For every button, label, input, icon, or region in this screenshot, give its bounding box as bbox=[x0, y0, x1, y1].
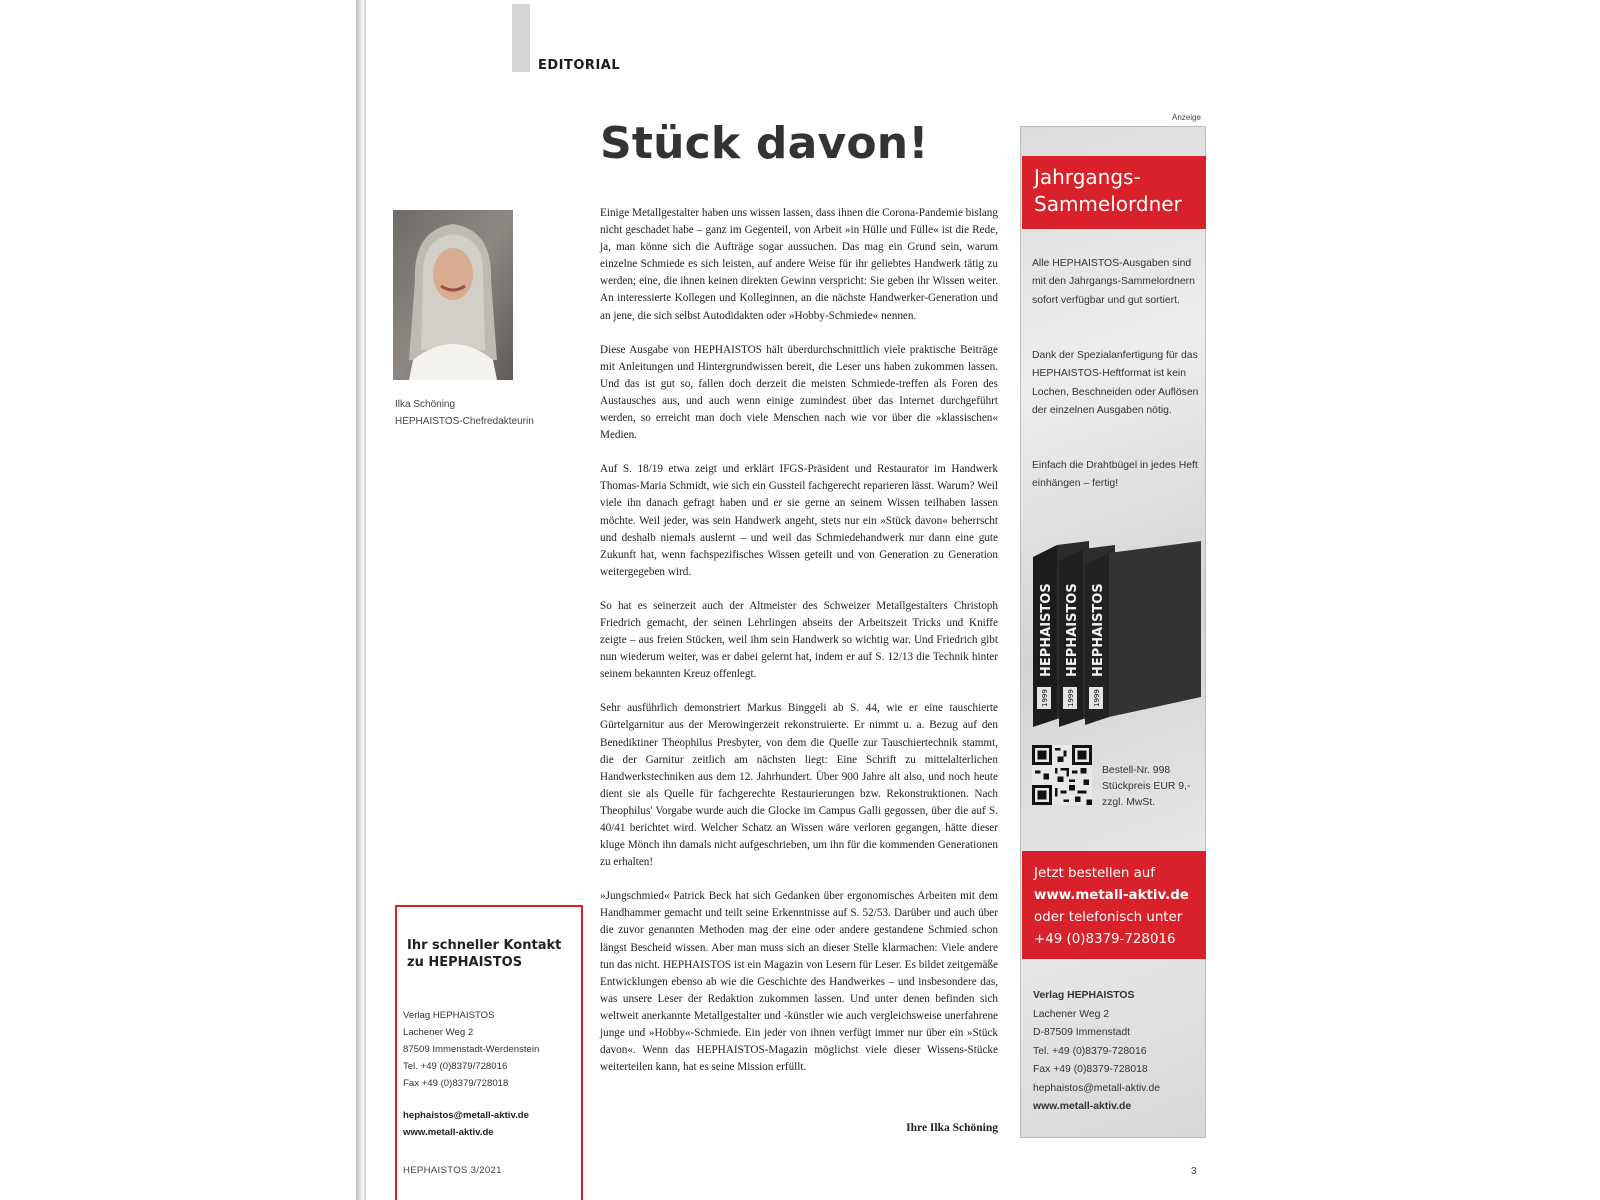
publisher-line: Lachener Weg 2 bbox=[1033, 1008, 1110, 1020]
binder-year: 1999 bbox=[1067, 689, 1075, 707]
ad-publisher bbox=[1033, 987, 1160, 1117]
ad-title: Jahrgangs-Sammelordner bbox=[1034, 165, 1182, 216]
author-portrait bbox=[393, 210, 513, 380]
cta-line: oder telefonisch unter bbox=[1034, 910, 1183, 925]
article-paragraph: Diese Ausgabe von HEPHAISTOS hält überdurchschnittlich viele praktische Beiträge mit Anleitungen und Hintergrundwissen bereit, die Leser uns haben zukommen lassen. Und das ist gut so, fallen doch derzeit die meisten Schmiede-treffen als Foren des Austausches aus, und auch wenn einige zumindest über das Internet durchgeführt werden, so erreicht man doch viele Menschen nach wie vor über die »klassischen« Medien. bbox=[600, 343, 998, 442]
binder-spine-text: HEPHAISTOS bbox=[1065, 583, 1080, 677]
contact-fax: Fax +49 (0)8379/728018 bbox=[403, 1078, 509, 1089]
article-paragraph: Auf S. 18/19 etwa zeigt und erklärt IFGS-Präsident und Restaurator im Handwerk Thomas-Maria Schmidt, wie sich ein Gussteil fachgerecht reparieren lässt. Warum? Weil viele ihn danach gefragt haben und er sie gerne an seinem Wissen teilhaben lassen möchte. Weil jeder, was sein Handwerk angeht, stets nur ein »Stück davon« beherrscht und deshalb niemals auslernt – und weil das Schmiedehandwerk nur dann eine gute Zukunft hat, wenn fachspezifisches Wissen geteilt und von Generation zu Generation weitergegeben wird. bbox=[600, 463, 998, 578]
qr-code[interactable] bbox=[1032, 745, 1092, 805]
order-info bbox=[1102, 763, 1190, 811]
publisher-web-link[interactable]: www.metall-aktiv.de bbox=[1033, 1101, 1132, 1112]
binder-year: 1999 bbox=[1093, 689, 1101, 707]
article-paragraph: Einige Metallgestalter haben uns wissen lassen, dass ihnen die Corona-Pandemie bislang nicht geschadet habe – ganz im Gegenteil, von Arbeit »in Hülle und Fülle« ist die Rede, ja, man könne sich die Aufträge sogar aussuchen. Das mag ein Grund sein, warum einzelne Schmiede es sich leisten, auf andere Weise für ihr geliebtes Handwerk tätig zu werden; eine, die ihnen keinen direkten Gewinn verspricht: Sie geben ihr Wissen weiter. An interessierte Kollegen und Kolleginnen, an die nächste Handwerker-Generation und an jene, die sich selbst Autodidakten oder »Hobby-Schmiede« nennen. bbox=[600, 207, 998, 322]
contact-line: 87509 Immenstadt-Werdenstein bbox=[403, 1044, 540, 1055]
section-label: EDITORIAL bbox=[538, 58, 621, 73]
page-number: 3 bbox=[1191, 1166, 1197, 1177]
ad-text: Einfach die Drahtbügel in jedes Heft einhängen – fertig! bbox=[1032, 460, 1198, 490]
binder-spine-text: HEPHAISTOS bbox=[1091, 583, 1106, 677]
binder-spine-text: HEPHAISTOS bbox=[1039, 583, 1054, 677]
article-paragraph: »Jungschmied« Patrick Beck hat sich Gedanken über ergonomisches Arbeiten mit dem Handhammer gemacht und teilt seine Erkenntnisse auf S. 52/53. Darüber und auch über die zuvor genannten Methoden mag der eine oder andere gestandene Schmied schon längst Bescheid wissen. Aber man muss sich an dieser Stelle klarmachen: Viele andere tun das nicht. HEPHAISTOS ist ein Magazin von Lesern für Leser. Es bildet zeitgemäße Entwicklungen ebenso ab wie die Geschichte des Handwerkes – und insbesondere das, was unsere Leser der Redaktion zukommen lassen. Und unter denen befinden sich weltweit anerkannte Metallgestalter und -künstler wie auch vergleichsweise unerfahrene junge und »Hobby«-Schmiede. Ein jeder von ihnen verfügt immer nur über ein »Stück davon«. Wenn das HEPHAISTOS-Magazin möglichst viele dieser Wissens-Stücke weiterteilen kann, hat es seine Mission erfüllt. bbox=[600, 890, 998, 1074]
publisher-line: Tel. +49 (0)8379-728016 bbox=[1033, 1045, 1147, 1057]
advertisement bbox=[1020, 126, 1206, 1138]
publisher-line: Fax +49 (0)8379-728018 bbox=[1033, 1064, 1148, 1075]
contact-links bbox=[403, 1107, 529, 1141]
ad-label: Anzeige bbox=[1172, 113, 1201, 122]
contact-phone: Tel. +49 (0)8379/728016 bbox=[403, 1061, 508, 1072]
author-role: HEPHAISTOS-Chefredakteurin bbox=[395, 416, 534, 427]
order-number: Bestell-Nr. 998 bbox=[1102, 765, 1171, 776]
binders-image bbox=[1033, 537, 1205, 727]
section-bar bbox=[512, 4, 530, 72]
contact-line: Verlag HEPHAISTOS bbox=[403, 1010, 495, 1021]
author-caption bbox=[395, 396, 534, 430]
publisher-name: Verlag HEPHAISTOS bbox=[1033, 990, 1135, 1001]
cta-phone: +49 (0)8379-728016 bbox=[1034, 932, 1176, 947]
signature: Ihre Ilka Schöning bbox=[906, 1122, 998, 1134]
publisher-email-link[interactable]: hephaistos@metall-aktiv.de bbox=[1033, 1082, 1161, 1094]
contact-line: Lachener Weg 2 bbox=[403, 1027, 474, 1038]
ad-text: Dank der Spezialanfertigung für das HEPHAISTOS-Heftformat ist kein Lochen, Beschneiden oder Auflösen der einzelnen Ausgaben nötig. bbox=[1032, 350, 1199, 417]
binding-shadow bbox=[356, 0, 364, 1200]
contact-box bbox=[395, 905, 583, 1200]
headline: Stück davon! bbox=[600, 118, 929, 169]
editorial-article bbox=[600, 205, 998, 1093]
page-edge bbox=[364, 0, 366, 1200]
ad-cta-block bbox=[1022, 851, 1206, 959]
cta-url-link[interactable]: www.metall-aktiv.de bbox=[1034, 888, 1189, 903]
ad-title-block bbox=[1022, 156, 1206, 229]
cta-line: Jetzt bestellen auf bbox=[1034, 866, 1156, 881]
ad-cta bbox=[1034, 863, 1204, 951]
author-name: Ilka Schöning bbox=[395, 399, 456, 410]
contact-address bbox=[403, 1007, 539, 1092]
article-paragraph: Sehr ausführlich demonstriert Markus Binggeli ab S. 44, wie er eine tauschierte Gürtelgarnitur aus der Merowingerzeit rekonstruierte. Er nimmt u. a. Bezug auf den Benediktiner Theophilus Presbyter, von dem die Quelle zur Tauschiertechnik stammt, die der Garnitur zeitlich am nächsten liegt: Eine Schrift zu mittelalterlichen Handwerkstechniken aus dem 12. Jahrhundert. Über 900 Jahre alt also, und noch heute dient sie als Quelle für fachgerechte Restaurierungen bzw. Rekonstruktionen. Nach Theophilus' Vorgabe wurde auch die Glocke im Campus Galli gegossen, über die auf S. 40/41 berichtet wird. Welcher Schatz an Wissen wäre verloren gegangen, hätte dieser kluge Mönch ihn damals nicht aufgeschrieben, um ihn für die kommenden Generationen zu erhalten! bbox=[600, 702, 998, 869]
contact-web-link[interactable]: www.metall-aktiv.de bbox=[403, 1127, 494, 1138]
order-tax: zzgl. MwSt. bbox=[1102, 797, 1156, 808]
contact-email-link[interactable]: hephaistos@metall-aktiv.de bbox=[403, 1110, 529, 1121]
contact-title: Ihr schneller Kontakt zu HEPHAISTOS bbox=[407, 938, 562, 970]
publisher-line: D-87509 Immenstadt bbox=[1033, 1027, 1131, 1038]
article-paragraph: So hat es seinerzeit auch der Altmeister des Schweizer Metallgestalters Christoph Friedrich gemacht, der seinen Lehrlingen abseits der Arbeitszeit Tricks und Kniffe zeigte – aus freien Stücken, weil ihm sein Handwerk so wichtig war. Und Friedrich gibt nun wiederum weiter, was er dabei gelernt hat, indem er auf S. 12/13 die Technik hinter seinem bekannten Kreuz offenlegt. bbox=[600, 599, 998, 681]
order-price: Stückpreis EUR 9,- bbox=[1102, 781, 1191, 792]
ad-text: Alle HEPHAISTOS-Ausgaben sind mit den Jahrgangs-Sammelordnern sofort verfügbar und gut sortiert. bbox=[1032, 258, 1195, 306]
issue-label: HEPHAISTOS 3/2021 bbox=[403, 1165, 502, 1176]
binder-year: 1999 bbox=[1041, 689, 1049, 707]
